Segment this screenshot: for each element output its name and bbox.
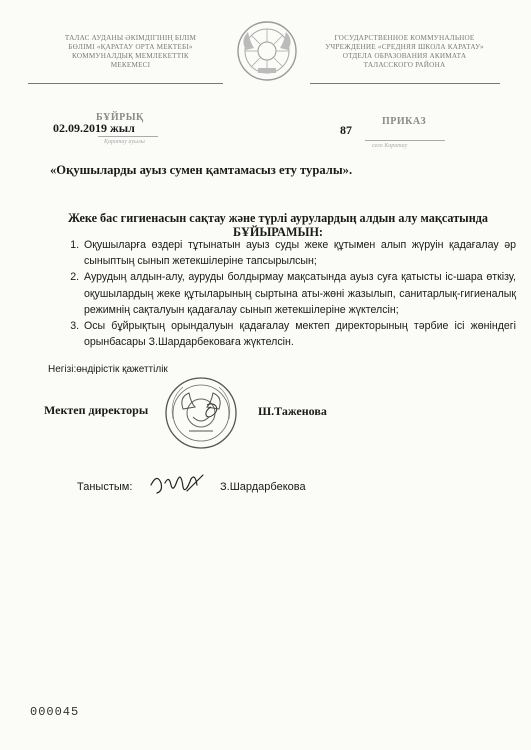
header-right-line: УЧРЕЖДЕНИЕ «СРЕДНЯЯ ШКОЛА КАРАТАУ» (325, 43, 484, 51)
header-right-line: ТАЛАССКОГО РАЙОНА (363, 61, 446, 69)
order-place-ru: село Каратау (372, 143, 408, 149)
place-underline (98, 136, 158, 137)
preamble-line: Жеке бас гигиенасын сақтау және түрлі аурулардың алдын алу мақсатында (68, 211, 488, 225)
order-label-kz: БҰЙРЫҚ (96, 112, 144, 123)
header-left-line: ТАЛАС АУДАНЫ ӘКІМДІГІНІҢ БІЛІМ (64, 34, 197, 42)
director-label: Мектеп директоры (44, 403, 149, 417)
header-left-line: БӨЛІМІ «ҚАРАТАУ ОРТА МЕКТЕБІ» (68, 43, 193, 51)
order-item: 3. Осы бұйрықтың орындалуын қадағалау мектеп директорының тәрбие ісі жөніндегі орынбасары З.Шардарбековаға жүктелсін. (82, 318, 516, 350)
acknowledged-name: З.Шардарбекова (220, 481, 306, 493)
state-emblem-icon (236, 20, 298, 82)
round-seal-icon (163, 375, 239, 451)
order-item: 2. Аурудың алдын-алу, ауруды болдырмау мақсатында ауыз суға қатысты іс-шара өткізу, оқушылардың жеке құтыларының сыртына аты-жөні жазылып, санитарлық-гигиеналық режимнің сақталуын қадағалау сынып жетекшілеріне жүктелсін; (82, 269, 516, 318)
order-items (64, 237, 516, 350)
order-item: 1. Оқушыларға өздері тұтынатын ауыз суды жеке құтымен алып жүруін қадағалау әр сыныптың сынып жетекшілеріне тапсырылсын; (82, 237, 516, 269)
handwritten-signature-icon (147, 465, 209, 501)
acknowledged-label: Таныстым: (77, 481, 133, 493)
header-right-line: ГОСУДАРСТВЕННОЕ КОММУНАЛЬНОЕ (334, 34, 475, 42)
order-place-kz: Қаратау ауылы (104, 139, 145, 145)
command-word: БҰЙЫРАМЫН: (232, 225, 323, 239)
order-preamble (56, 211, 500, 239)
header-divider (28, 83, 223, 84)
order-number: 87 (340, 123, 352, 137)
director-name: Ш.Таженова (258, 404, 327, 418)
order-date: 02.09.2019 жыл (53, 121, 135, 135)
place-underline (365, 140, 445, 141)
order-basis: Негізі:өндірістік қажеттілік (48, 364, 168, 375)
header-left-line: МЕКЕМЕСІ (110, 61, 151, 69)
header-left-org (28, 34, 233, 70)
header-right-org (302, 34, 507, 70)
serial-number: 000045 (30, 705, 80, 719)
order-title: «Оқушыларды ауыз сумен қамтамасыз ету туралы». (50, 163, 353, 177)
header-divider (310, 83, 500, 84)
order-label-ru: ПРИКАЗ (382, 116, 427, 127)
header-left-line: КОММУНАЛДЫҚ МЕМЛЕКЕТТІК (72, 52, 189, 60)
header-right-line: ОТДЕЛА ОБРАЗОВАНИЯ АКИМАТА (342, 52, 467, 60)
